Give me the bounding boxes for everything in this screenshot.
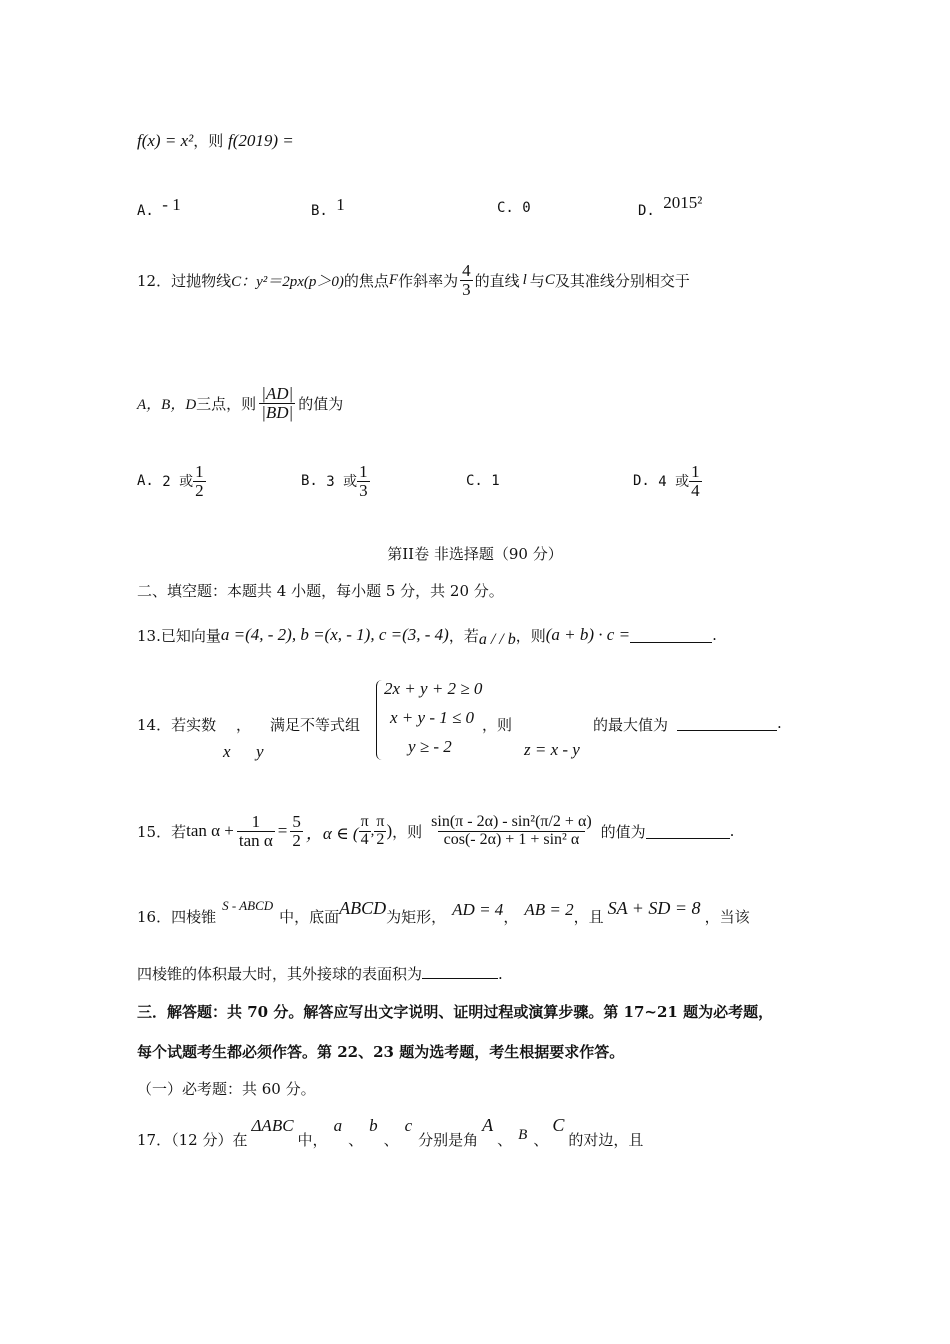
q17-sep: 、 [383,1131,399,1149]
q11-expr: f(x) = x² [137,131,194,150]
q11-option-b [311,195,345,220]
q17-angle-c: C [552,1115,565,1135]
q12-line-l: l [522,271,527,288]
option-text: 2 或 [162,474,194,490]
option-fraction: $\frac{1}{3}$ [359,461,368,500]
q15-then: ，则 [392,822,423,841]
q17 [137,1110,643,1150]
q13-text: ，若 [448,626,479,645]
q14-brace [376,680,383,760]
q11-option-a [137,195,181,220]
q17-angle-b: B [518,1127,528,1143]
q16-base: ABCD [339,897,387,918]
q11-option-d [638,193,703,220]
q12-option-b [301,456,370,506]
q13 [137,620,717,650]
q15-end: . [729,822,735,840]
q17-side-a: a [333,1116,343,1135]
q14-prefix: 14．若实数 [137,716,217,734]
option-text: 1 [491,473,500,489]
q13-vectors: a =(4, - 2), b =(x, - 1), c =(3, - 4) [220,625,449,644]
q15-range-high: $\frac{\pi}{2}$ [376,812,385,848]
option-value: 2015² [663,193,703,212]
q14-var-y: y [256,742,264,761]
q12-option-a [137,456,206,506]
q16-pyramid: S - ABCD [222,898,274,913]
q16-line2 [137,963,503,984]
q15-frac2: $\frac{5}{2}$ [292,811,301,850]
q14-comma: ， [236,716,252,734]
q12-line1 [137,250,690,310]
option-value: 1 [336,195,345,214]
option-label: B. [301,473,318,489]
option-text: 3 或 [326,474,358,490]
q16-prefix: 16．四棱锥 [137,907,217,926]
q15-range: ，α ∈ ( [305,823,359,843]
section3-required: （一）必考题：共 60 分。 [137,1080,316,1098]
q15-eq: = [277,821,288,840]
q15-frac1: $\frac{1}{\text{tan α}}$ [238,811,273,850]
q12-text: 12．过抛物线 [137,271,232,290]
section3-line1: 三．解答题：共 70 分。解答应写出文字说明、证明过程或演算步骤。第 17~21 题为必考题， [137,1003,774,1021]
q16-ab: AB = 2 [524,900,574,919]
q12-text: 的值为 [298,394,344,413]
q12-option-c [466,456,500,506]
q12-points: A，B，D [137,396,197,413]
option-value: 0 [522,200,531,216]
q16-text: 为矩形， [386,907,447,926]
q15-prefix: 15．若 [137,822,187,841]
q11-target: f(2019) = [228,131,294,150]
q17-text: 的对边，且 [568,1131,644,1149]
q14-ineq1: 2x + y + 2 ≥ 0 [384,679,483,698]
q15-range-end: ) [386,821,393,840]
q15-range-low: $\frac{\pi}{4}$ [360,812,369,848]
q13-prefix: 13.已知向量 [137,626,221,645]
section2-title: 第II卷 非选择题（90 分） [387,545,563,563]
q16-text: ，当该 [704,907,750,926]
q15: 15．若 tan α + $\frac{1}{\text{tan α}}$ = $\frac{5}{2}$ ，α ∈ ( $\frac{\pi}{4}$ , $\frac{\pi}{2}$ ) ，则 $\frac{\text{sin(π - 2α) - sin²(π/2 + α)}}{\text{cos(- 2α) + 1 + sin² α}}$ 的值为 . [137,811,735,850]
q12-ratio: $\frac{|AD|}{|BD|}$ [261,383,294,422]
q14-var-x: x [223,742,231,761]
q14-mid: 满足不等式组 [270,716,361,734]
q15-answer-blank[interactable] [646,824,730,839]
option-value: - 1 [162,195,181,214]
q14-ineq3: y ≥ - 2 [408,737,452,756]
q16-end: . [498,965,503,983]
option-label: D. [638,203,655,219]
section2-subtitle: 二、填空题：本题共 4 小题，每小题 5 分，共 20 分。 [137,582,504,600]
q14-answer-blank[interactable] [677,716,777,731]
q12-focus: F [388,271,399,288]
option-label: C. [497,200,514,216]
q11-stem-tail: ，则 [193,132,224,150]
q12-curve-c: C [544,271,555,288]
q17-prefix: 17．（12 分）在 [137,1131,248,1149]
q17-side-b: b [369,1116,378,1135]
q13-text: ，则 [515,626,546,645]
q16-text: 中，底面 [279,907,340,926]
option-label: A. [137,473,154,489]
q17-triangle: ΔABC [251,1116,294,1135]
option-label: A. [137,203,154,219]
q17-sep: 、 [348,1131,364,1149]
q17-sep: 、 [533,1131,549,1149]
q17-angle-a: A [482,1115,494,1135]
q12-text: 与 [529,271,545,290]
option-label: C. [466,473,483,489]
q16-text: ，且 [573,907,604,926]
option-fraction: $\frac{1}{2}$ [195,461,204,500]
q12-text: 三点，则 [196,394,257,413]
q13-condition: a / / b [478,631,516,648]
q14-ineq2: x + y - 1 ≤ 0 [390,708,475,727]
option-fraction: $\frac{1}{4}$ [691,461,700,500]
q13-end: . [712,626,717,644]
q16-ad: AD = 4 [452,900,504,919]
q12-text: 及其准线分别相交于 [554,271,690,290]
q12-parabola: C：y²＝2px(p＞0) [231,273,344,290]
q14-z: z = x - y [524,740,580,759]
q16-answer-blank[interactable] [422,964,498,979]
q16-sum: SA + SD = 8 [607,897,701,918]
q12-text: 作斜率为 [398,271,459,290]
q17-sep: 、 [497,1131,513,1149]
q16-text: ， [503,907,519,926]
section3-line2: 每个试题考生都必须作答。第 22、23 题为选考题，考生根据要求作答。 [137,1043,625,1061]
q16-line1 [137,898,750,934]
q13-expression: (a + b) · c = [545,625,631,644]
q17-text: 中， [297,1131,328,1149]
q11-stem [137,130,294,151]
q12-text: 的直线 [474,271,520,290]
option-label: B. [311,203,328,219]
q14-then: ，则 [482,716,513,734]
q15-tan: tan α + [186,821,234,840]
q12-slope: $\frac{4}{3}$ [462,260,471,299]
q14-end: . [777,714,782,732]
q17-text: 分别是角 [418,1131,479,1149]
q15-tail: 的值为 [600,822,646,841]
q16-text: 四棱锥的体积最大时，其外接球的表面积为 [137,965,423,983]
q13-answer-blank[interactable] [630,628,712,643]
q12-line2 [137,375,343,431]
q14-tail: 的最大值为 [593,716,669,734]
q12-option-d [633,456,702,506]
option-label: D. [633,473,650,489]
q17-side-c: c [404,1116,413,1135]
q12-text: 的焦点 [343,271,389,290]
q15-big-fraction: $\frac{\text{sin(π - 2α) - sin²(π/2 + α)}}{\text{cos(- 2α) + 1 + sin² α}}$ [431,812,592,848]
option-text: 4 或 [658,474,690,490]
q11-option-c [497,200,531,216]
